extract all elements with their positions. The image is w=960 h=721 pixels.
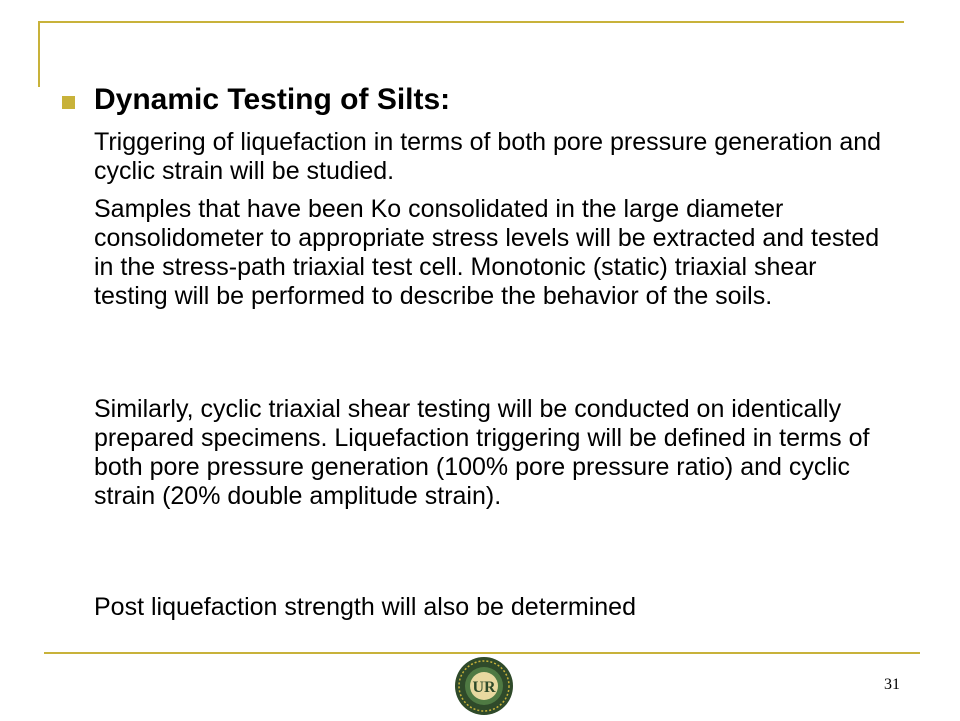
frame-top-line bbox=[40, 21, 904, 23]
logo-monogram: UR bbox=[472, 679, 496, 696]
paragraph-samples: Samples that have been Ko consolidated in the large diameter consolidometer to appropriate stress levels will be extracted and tested in the stress-path triaxial test cell. Monotonic (static) triaxial shear testing will be performed to describe the behavior of the soils. bbox=[94, 195, 880, 310]
paragraph-post-liquefaction: Post liquefaction strength will also be determined bbox=[94, 593, 636, 621]
page-number: 31 bbox=[884, 676, 900, 693]
frame-left-line bbox=[38, 21, 40, 87]
paragraph-cyclic: Similarly, cyclic triaxial shear testing will be conducted on identically prepared specimens. Liquefaction triggering will be defined in terms of both pore pressure generation (100% pore pressure ratio) and cyclic strain (20% double amplitude strain). bbox=[94, 395, 870, 510]
university-seal-logo bbox=[454, 656, 514, 716]
slide-heading: Dynamic Testing of Silts: bbox=[94, 83, 451, 116]
frame-bottom-line bbox=[44, 652, 920, 654]
bullet-square-icon bbox=[62, 96, 75, 109]
paragraph-triggering: Triggering of liquefaction in terms of both pore pressure generation and cyclic strain will be studied. bbox=[94, 128, 882, 185]
